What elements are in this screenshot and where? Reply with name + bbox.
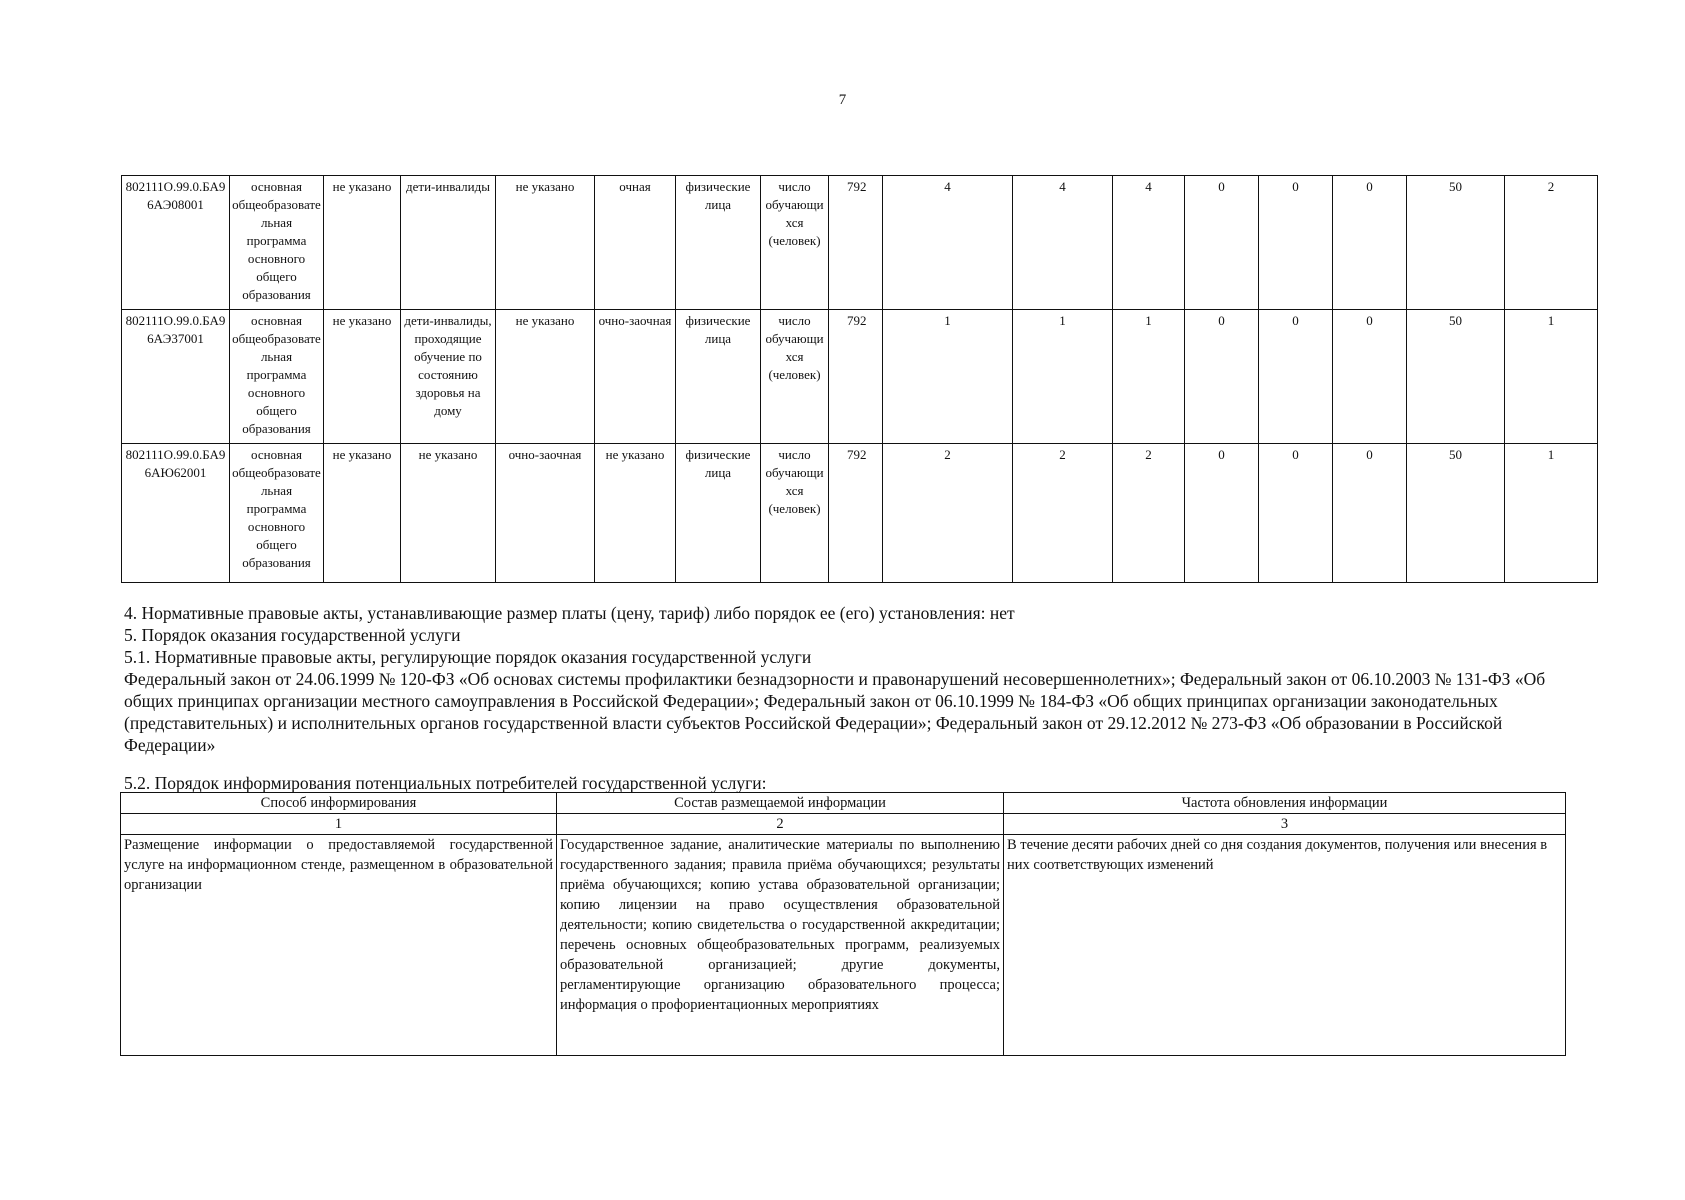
- value-cell: 2: [1505, 176, 1598, 310]
- cell: не указано: [324, 176, 401, 310]
- indicator-cell: число обучающихся (человек): [761, 176, 829, 310]
- form-cell: очно-заочная: [595, 310, 676, 444]
- column-number: 2: [557, 814, 1004, 835]
- unit-code-cell: 792: [829, 444, 883, 583]
- unit-code-cell: 792: [829, 176, 883, 310]
- category-cell: дети-инвалиды: [401, 176, 496, 310]
- column-header: Частота обновления информации: [1004, 793, 1566, 814]
- cell: не указано: [496, 310, 595, 444]
- value-cell: 0: [1333, 176, 1407, 310]
- value-cell: 0: [1185, 310, 1259, 444]
- section-5-2-title: 5.2. Порядок информирования потенциальных потребителей государственной услуги:: [124, 773, 767, 793]
- registry-code: 802111О.99.0.БА96АЭ37001: [122, 310, 230, 444]
- value-cell: 2: [883, 444, 1013, 583]
- cell: не указано: [324, 444, 401, 583]
- value-cell: 1: [1505, 310, 1598, 444]
- column-number: 1: [121, 814, 557, 835]
- category-cell: не указано: [401, 444, 496, 583]
- unit-code-cell: 792: [829, 310, 883, 444]
- consumers-cell: физические лица: [676, 310, 761, 444]
- information-content-cell: Государственное задание, аналитические материалы по выполнению государственного задания; правила приёма обучающихся; результаты приёма обучающихся; копию устава образовательной организации; копию лицензии на право осуществления образовательной деятельности; копию свидетельства о государственной аккредитации; перечень основных общеобразовательных программ, реализуемых образовательной организацией; другие документы, регламентирующие организацию образовательного процесса; информация о профориентационных мероприятиях: [557, 835, 1004, 1056]
- cell: не указано: [496, 176, 595, 310]
- consumers-cell: физические лица: [676, 444, 761, 583]
- value-cell: 0: [1259, 176, 1333, 310]
- form-cell: очная: [595, 176, 676, 310]
- column-number-row: [121, 814, 1566, 835]
- program-cell: основная общеобразовательная программа основного общего образования: [230, 176, 324, 310]
- table-row: [122, 444, 1598, 583]
- section-4-text: 4. Нормативные правовые акты, устанавливающие размер платы (цену, тариф) либо порядок ее (его) установления: нет: [124, 603, 1015, 623]
- form-cell: не указано: [595, 444, 676, 583]
- value-cell: 0: [1333, 310, 1407, 444]
- value-cell: 4: [883, 176, 1013, 310]
- cell: очно-заочная: [496, 444, 595, 583]
- value-cell: 2: [1013, 444, 1113, 583]
- value-cell: 1: [1505, 444, 1598, 583]
- indicator-cell: число обучающихся (человек): [761, 444, 829, 583]
- value-cell: 50: [1407, 310, 1505, 444]
- registry-code: 802111О.99.0.БА96АЭ08001: [122, 176, 230, 310]
- page-number: 7: [838, 92, 847, 108]
- value-cell: 4: [1013, 176, 1113, 310]
- section-5-1-title: 5.1. Нормативные правовые акты, регулирующие порядок оказания государственной услуги: [124, 647, 812, 667]
- column-header: Способ информирования: [121, 793, 557, 814]
- section-5-1-text: Федеральный закон от 24.06.1999 № 120-ФЗ «Об основах системы профилактики безнадзорности и правонарушений несовершеннолетних»; Федеральный закон от 06.10.2003 № 131-ФЗ «Об общих принципах организации местного самоуправления в Российской Федерации»; Федеральный закон от 06.10.1999 № 184-ФЗ «Об общих принципах организации законодательных (представительных) и исполнительных органов государственной власти субъектов Российской Федерации»; Федеральный закон от 29.12.2012 № 273-ФЗ «Об образовании в Российской Федерации»: [124, 669, 1546, 755]
- value-cell: 1: [1013, 310, 1113, 444]
- column-number: 3: [1004, 814, 1566, 835]
- value-cell: 2: [1113, 444, 1185, 583]
- indicator-cell: число обучающихся (человек): [761, 310, 829, 444]
- value-cell: 4: [1113, 176, 1185, 310]
- program-cell: основная общеобразовательная программа основного общего образования: [230, 310, 324, 444]
- table-row: [122, 310, 1598, 444]
- value-cell: 0: [1333, 444, 1407, 583]
- category-cell: дети-инвалиды, проходящие обучение по состоянию здоровья на дому: [401, 310, 496, 444]
- value-cell: 0: [1259, 444, 1333, 583]
- registry-code: 802111О.99.0.БА96АЮ62001: [122, 444, 230, 583]
- value-cell: 0: [1259, 310, 1333, 444]
- informing-method-cell: Размещение информации о предоставляемой государственной услуге на информационном стенде, размещенном в образовательной организации: [121, 835, 557, 1056]
- table-row: [122, 176, 1598, 310]
- informing-table: [120, 792, 1566, 1056]
- value-cell: 50: [1407, 444, 1505, 583]
- value-cell: 50: [1407, 176, 1505, 310]
- program-cell: основная общеобразовательная программа основного общего образования: [230, 444, 324, 583]
- value-cell: 0: [1185, 176, 1259, 310]
- update-frequency-cell: В течение десяти рабочих дней со дня создания документов, получения или внесения в них соответствующих изменений: [1004, 835, 1566, 1056]
- consumers-cell: физические лица: [676, 176, 761, 310]
- table-header-row: [121, 793, 1566, 814]
- service-volume-table: [121, 175, 1598, 583]
- table-row: [121, 835, 1566, 1056]
- value-cell: 1: [883, 310, 1013, 444]
- value-cell: 0: [1185, 444, 1259, 583]
- column-header: Состав размещаемой информации: [557, 793, 1004, 814]
- cell: не указано: [324, 310, 401, 444]
- section-5-title: 5. Порядок оказания государственной услуги: [124, 625, 461, 645]
- value-cell: 1: [1113, 310, 1185, 444]
